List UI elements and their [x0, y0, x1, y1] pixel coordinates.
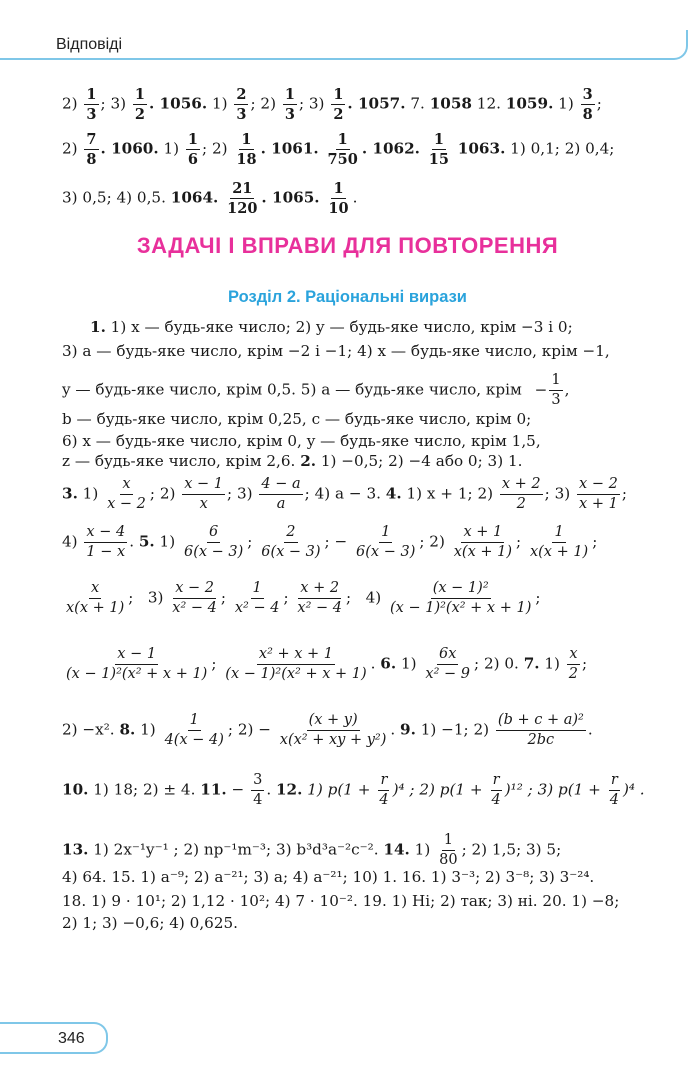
text-line-3: y — будь-яке число, крім 0,5. 5) a — будь-яке число, крім − $\frac{1}{3}$ , [62, 372, 570, 408]
math-row-4-5: 4) $\frac{x - 4}{1 - x}$ . 5. 1) $\frac{6}{6(x - 3)}$ ; $\frac{2}{6(x - 3)}$ ; − $\frac{1}{6(x - 3)}$ ; 2) $\frac{x + 1}{x(x + 1)}$ ; $\frac{1}{x(x + 1)}$ ; [62, 524, 598, 560]
answer-line-2: 2) $\frac{7}{8}$ . 1060. 1) $\frac{1}{6}$ ; 2) $\frac{1}{18}$ . 1061. $\frac{1}{750}$ . 1062. $\frac{1}{15}$ 1063. 1) 0,1; 2) 0,4; [62, 131, 615, 168]
page-header-title: Відповіді [56, 36, 123, 53]
math-row-10-12: 10. 1) 18; 2) ± 4. 11. − $\frac{3}{4}$ . 12. 1) p(1 + $\frac{r}{4}$ )⁴ ; 2) p(1 + $\frac{r}{4}$ )¹² ; 3) p(1 + $\frac{r}{4}$ )⁴ . [62, 772, 645, 808]
page-number-frame [0, 1022, 108, 1054]
text-line-1: 1. 1) x — будь-яке число; 2) y — будь-яке число, крім −3 і 0; [90, 318, 573, 336]
math-row-6-7: $\frac{x - 1}{\text{(x − 1)²(x² + x + 1)}}$ ; $\frac{\text{x² + x + 1}}{\text{(x − 1)²(x² + x + 1)}}$ . 6. 1) $\frac{6x}{\text{x² − 9}}$ ; 2) 0. 7. 1) $\frac{x}{2}$ ; [66, 646, 588, 682]
math-row-8-9: 2) −x². 8. 1) $\frac{1}{4(x - 4)}$ ; 2) − $\frac{(x + y)}{\text{x(x² + xy + y²)}}$ . 9. 1) −1; 2) $\frac{\text{(b + c + a)²}}{2bc}$ . [62, 712, 593, 748]
text-row-15-16: 4) 64. 15. 1) a⁻⁹; 2) a⁻²¹; 3) a; 4) a⁻²¹; 10) 1. 16. 1) 3⁻³; 2) 3⁻⁸; 3) 3⁻²⁴. [62, 868, 595, 886]
answer-line-1: 2) $\frac{1}{3}$ ; 3) $\frac{1}{2}$ . 1056. 1) $\frac{2}{3}$ ; 2) $\frac{1}{3}$ ; 3) $\frac{1}{2}$ . 1057. 7. 1058 12. 1059. 1) $\frac{3}{8}$ ; [62, 86, 602, 123]
text-line-4: b — будь-яке число, крім 0,25, c — будь-яке число, крім 0; [62, 410, 532, 428]
text-line-6: z — будь-яке число, крім 2,6. 2. 1) −0,5; 2) −4 або 0; 3) 1. [62, 452, 523, 470]
section-title: ЗАДАЧІ І ВПРАВИ ДЛЯ ПОВТОРЕННЯ [136, 233, 559, 258]
math-row-13-14: 13. 1) 2x⁻¹y⁻¹ ; 2) np⁻¹m⁻³; 3) b³d³a⁻²c⁻². 14. 1) $\frac{1}{80}$ ; 2) 1,5; 3) 5; [62, 832, 562, 868]
math-row-3-4: 3. 1) $\frac{x}{x - 2}$ ; 2) $\frac{x - 1}{x}$ ; 3) $\frac{4 - a}{a}$ ; 4) a − 3. 4. 1) x + 1; 2) $\frac{x + 2}{2}$ ; 3) $\frac{x - 2}{x + 1}$ ; [62, 476, 627, 512]
text-row-18-20: 18. 1) 9 · 10¹; 2) 1,12 · 10²; 4) 7 · 10⁻². 19. 1) Ні; 2) так; 3) ні. 20. 1) −8; [62, 892, 620, 910]
page-number: 346 [58, 1030, 85, 1047]
text-line-2: 3) a — будь-яке число, крім −2 і −1; 4) x — будь-яке число, крім −1, [62, 342, 610, 360]
text-row-20-cont: 2) 1; 3) −0,6; 4) 0,625. [62, 914, 238, 932]
subsection-title: Розділ 2. Раціональні вирази [228, 288, 467, 306]
text-line-5: 6) x — будь-яке число, крім 0, y — будь-яке число, крім 1,5, [62, 432, 541, 450]
math-row-5-cont: $\frac{x}{x(x + 1)}$ ; 3) $\frac{x - 2}{\text{x² − 4}}$ ; $\frac{1}{\text{x² − 4}}$ ; $\frac{x + 2}{\text{x² − 4}}$ ; 4) $\frac{\text{(x − 1)²}}{\text{(x − 1)²(x² + x + 1)}}$ ; [66, 580, 541, 616]
answer-line-3: 3) 0,5; 4) 0,5. 1064. $\frac{21}{120}$ . 1065. $\frac{1}{10}$ . [62, 180, 358, 217]
